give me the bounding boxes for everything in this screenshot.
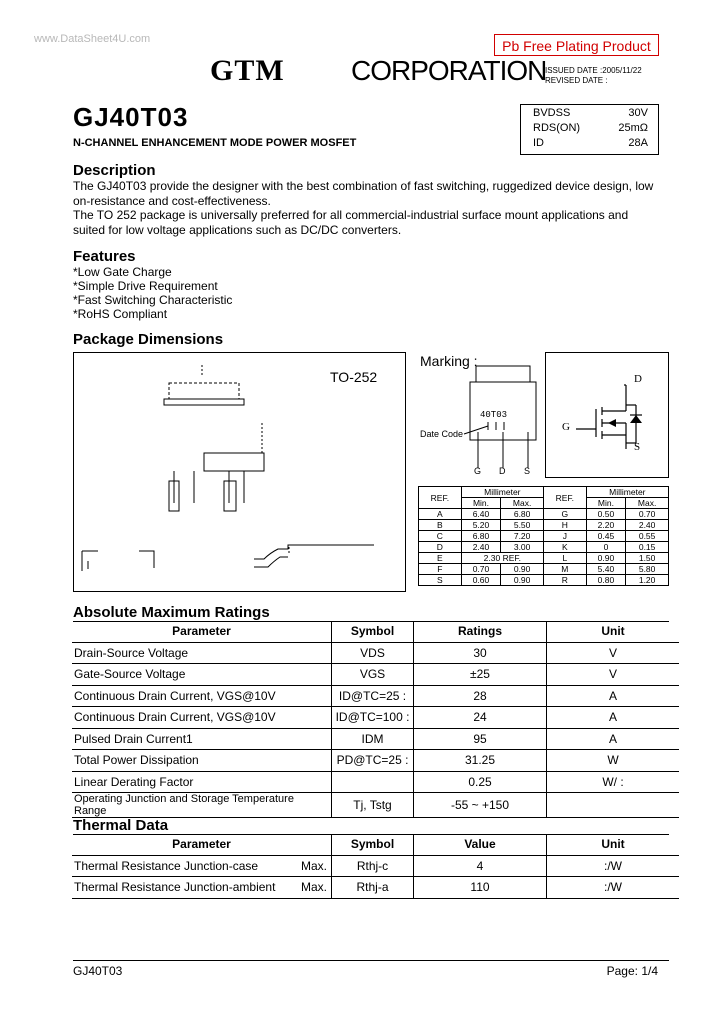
col-unit: Unit bbox=[547, 621, 680, 642]
dim-max: 0.55 bbox=[626, 531, 669, 542]
col-unit: Unit bbox=[547, 834, 680, 855]
issued-date: ISSUED DATE :2005/11/22 bbox=[545, 66, 642, 75]
rating-cell: 0.25 bbox=[414, 771, 547, 793]
parameter-cell: Pulsed Drain Current1 bbox=[72, 728, 332, 750]
col-ratings: Ratings bbox=[414, 621, 547, 642]
dim-row bbox=[419, 553, 669, 564]
dim-ref: S bbox=[419, 575, 462, 586]
features-section bbox=[73, 248, 373, 321]
dim-unit-header: Millimeter bbox=[461, 487, 543, 498]
dim-max: 0.90 bbox=[501, 575, 544, 586]
symbol-gate: G bbox=[562, 421, 570, 433]
watermark: www.DataSheet4U.com bbox=[34, 33, 151, 45]
rating-cell: 30 bbox=[414, 642, 547, 664]
col-parameter: Parameter bbox=[72, 621, 332, 642]
parameter-name: Thermal Resistance Junction-ambient bbox=[74, 880, 276, 895]
spec-row bbox=[521, 135, 658, 150]
rating-cell: -55 ~ +150 bbox=[414, 793, 547, 818]
description-p1: The GJ40T03 provide the designer with the best combination of fast switching, ruggedized device design, low on-resistance and cost-effectiveness. bbox=[73, 179, 654, 208]
footer-part-number: GJ40T03 bbox=[73, 964, 123, 978]
dim-max: 2.40 bbox=[626, 520, 669, 531]
dim-ref: D bbox=[419, 542, 462, 553]
dim-max-header: Max. bbox=[501, 498, 544, 509]
rating-cell: 31.25 bbox=[414, 750, 547, 772]
date-code-label: Date Code bbox=[420, 429, 464, 439]
feature-item: *Simple Drive Requirement bbox=[73, 279, 218, 293]
mosfet-symbol bbox=[545, 352, 669, 478]
abs-max-row bbox=[72, 664, 679, 686]
dim-ref: M bbox=[543, 564, 586, 575]
symbol-cell: PD@TC=25 : bbox=[332, 750, 414, 772]
dim-min: 5.40 bbox=[586, 564, 626, 575]
spec-value: 30V bbox=[628, 107, 648, 119]
dim-max: 7.20 bbox=[501, 531, 544, 542]
col-symbol: Symbol bbox=[332, 834, 414, 855]
spec-name: ID bbox=[533, 137, 544, 149]
abs-max-row bbox=[72, 793, 679, 818]
description-heading: Description bbox=[73, 162, 156, 179]
spec-name: RDS(ON) bbox=[533, 122, 581, 134]
unit-cell: A bbox=[547, 707, 680, 729]
dim-min: 6.40 bbox=[461, 509, 501, 520]
dim-row bbox=[419, 520, 669, 531]
revised-date: REVISED DATE : bbox=[545, 76, 608, 85]
col-symbol: Symbol bbox=[332, 621, 414, 642]
unit-cell bbox=[547, 793, 680, 818]
dim-min-header: Min. bbox=[461, 498, 501, 509]
package-heading: Package Dimensions bbox=[73, 331, 224, 348]
dim-min: 2.20 bbox=[586, 520, 626, 531]
dim-row bbox=[419, 531, 669, 542]
dim-max-header: Max. bbox=[626, 498, 669, 509]
symbol-drain: D bbox=[634, 373, 642, 385]
brand-logo: GTM bbox=[210, 54, 285, 87]
dim-ref: E bbox=[419, 553, 462, 564]
unit-cell: A bbox=[547, 728, 680, 750]
dim-max: 0.15 bbox=[626, 542, 669, 553]
spec-name: BVDSS bbox=[533, 107, 571, 119]
dim-min: 0.60 bbox=[461, 575, 501, 586]
dim-min: 5.20 bbox=[461, 520, 501, 531]
marking-box bbox=[418, 352, 545, 478]
thermal-header-row bbox=[72, 834, 679, 855]
unit-cell: :/W bbox=[547, 855, 680, 877]
spec-row bbox=[521, 105, 658, 120]
parameter-cell bbox=[72, 855, 332, 877]
abs-max-row bbox=[72, 771, 679, 793]
dim-min: 6.80 bbox=[461, 531, 501, 542]
package-drawing bbox=[73, 352, 406, 592]
issue-dates bbox=[545, 66, 642, 86]
rating-cell: 28 bbox=[414, 685, 547, 707]
pin-label-d: D bbox=[499, 466, 506, 476]
dim-max: 1.20 bbox=[626, 575, 669, 586]
spec-row bbox=[521, 120, 658, 135]
parameter-cell: Linear Derating Factor bbox=[72, 771, 332, 793]
max-label: Max. bbox=[300, 858, 327, 873]
package-outline-drawing bbox=[74, 353, 405, 591]
spec-value: 28A bbox=[628, 137, 648, 149]
features-heading: Features bbox=[73, 248, 136, 265]
dim-min: 0.90 bbox=[586, 553, 626, 564]
dim-min: 0.70 bbox=[461, 564, 501, 575]
unit-cell: A bbox=[547, 685, 680, 707]
parameter-cell: Continuous Drain Current, VGS@10V bbox=[72, 685, 332, 707]
symbol-cell: ID@TC=100 : bbox=[332, 707, 414, 729]
dim-unit-header: Millimeter bbox=[586, 487, 668, 498]
symbol-cell: Tj, Tstg bbox=[332, 793, 414, 818]
part-subtitle: N-CHANNEL ENHANCEMENT MODE POWER MOSFET bbox=[73, 137, 357, 149]
dim-ref: K bbox=[543, 542, 586, 553]
dim-ref-value: 2.30 REF. bbox=[461, 553, 543, 564]
parameter-cell: Total Power Dissipation bbox=[72, 750, 332, 772]
parameter-cell: Drain-Source Voltage bbox=[72, 642, 332, 664]
col-value: Value bbox=[414, 834, 547, 855]
dim-row bbox=[419, 575, 669, 586]
parameter-cell: Continuous Drain Current, VGS@10V bbox=[72, 707, 332, 729]
dim-min: 0.50 bbox=[586, 509, 626, 520]
unit-cell: W bbox=[547, 750, 680, 772]
description-section bbox=[73, 162, 663, 237]
dim-ref: G bbox=[543, 509, 586, 520]
thermal-row bbox=[72, 877, 679, 899]
abs-max-row bbox=[72, 728, 679, 750]
unit-cell: :/W bbox=[547, 877, 680, 899]
dim-ref: C bbox=[419, 531, 462, 542]
symbol-cell: Rthj-c bbox=[332, 855, 414, 877]
parameter-name: Thermal Resistance Junction-case bbox=[74, 858, 259, 873]
dim-ref: F bbox=[419, 564, 462, 575]
pb-free-badge: Pb Free Plating Product bbox=[494, 34, 659, 56]
rating-cell: ±25 bbox=[414, 664, 547, 686]
abs-max-row bbox=[72, 750, 679, 772]
footer-rule bbox=[73, 960, 669, 961]
symbol-cell bbox=[332, 771, 414, 793]
abs-max-rows bbox=[72, 642, 679, 818]
symbol-source: S bbox=[634, 441, 641, 453]
footer-page-number: Page: 1/4 bbox=[606, 964, 658, 978]
feature-item: *Fast Switching Characteristic bbox=[73, 293, 233, 307]
feature-item: *RoHS Compliant bbox=[73, 307, 168, 321]
feature-item: *Low Gate Charge bbox=[73, 265, 172, 279]
parameter-cell: Operating Junction and Storage Temperature Range bbox=[72, 793, 332, 818]
dim-max: 5.50 bbox=[501, 520, 544, 531]
max-label: Max. bbox=[300, 880, 327, 895]
rating-cell: 95 bbox=[414, 728, 547, 750]
dim-min: 0.80 bbox=[586, 575, 626, 586]
dim-ref-header: REF. bbox=[543, 487, 586, 509]
pin-label-g: G bbox=[474, 466, 482, 476]
abs-max-header-row bbox=[72, 621, 679, 642]
marking-code: 40T03 bbox=[480, 410, 508, 420]
dim-ref: B bbox=[419, 520, 462, 531]
abs-max-row bbox=[72, 685, 679, 707]
abs-max-table bbox=[72, 621, 679, 818]
symbol-cell: VGS bbox=[332, 664, 414, 686]
dim-max: 0.70 bbox=[626, 509, 669, 520]
package-type-label: TO-252 bbox=[330, 369, 378, 385]
dim-row bbox=[419, 509, 669, 520]
parameter-cell: Gate-Source Voltage bbox=[72, 664, 332, 686]
dim-row bbox=[419, 564, 669, 575]
symbol-cell: VDS bbox=[332, 642, 414, 664]
abs-max-row bbox=[72, 642, 679, 664]
unit-cell: W/ : bbox=[547, 771, 680, 793]
dim-max: 1.50 bbox=[626, 553, 669, 564]
rating-cell: 24 bbox=[414, 707, 547, 729]
col-parameter: Parameter bbox=[72, 834, 332, 855]
dim-max: 3.00 bbox=[501, 542, 544, 553]
mosfet-schematic bbox=[546, 353, 668, 477]
abs-max-row bbox=[72, 707, 679, 729]
dim-ref: A bbox=[419, 509, 462, 520]
pin-label-s: S bbox=[524, 466, 531, 476]
dim-ref-header: REF. bbox=[419, 487, 462, 509]
value-cell: 110 bbox=[414, 877, 547, 899]
key-spec-box bbox=[520, 104, 659, 155]
dim-max: 0.90 bbox=[501, 564, 544, 575]
description-p2: The TO 252 package is universally preferred for all commercial-industrial surface mount applications and suited for low voltage applications such as DC/DC converters. bbox=[73, 208, 629, 237]
dimension-table bbox=[418, 486, 669, 586]
dim-min-header: Min. bbox=[586, 498, 626, 509]
unit-cell: V bbox=[547, 642, 680, 664]
value-cell: 4 bbox=[414, 855, 547, 877]
dim-max: 6.80 bbox=[501, 509, 544, 520]
thermal-table bbox=[72, 834, 679, 899]
symbol-cell: ID@TC=25 : bbox=[332, 685, 414, 707]
marking-label: Marking : bbox=[420, 353, 478, 369]
part-number: GJ40T03 bbox=[73, 102, 189, 132]
dim-ref: H bbox=[543, 520, 586, 531]
dim-min: 0 bbox=[586, 542, 626, 553]
dim-row bbox=[419, 542, 669, 553]
dim-ref: L bbox=[543, 553, 586, 564]
corporation-text: CORPORATION bbox=[351, 55, 547, 86]
dim-ref: J bbox=[543, 531, 586, 542]
dimension-rows bbox=[419, 509, 669, 586]
thermal-rows bbox=[72, 855, 679, 898]
spec-value: 25mΩ bbox=[618, 122, 648, 134]
thermal-row bbox=[72, 855, 679, 877]
abs-max-heading: Absolute Maximum Ratings bbox=[73, 604, 270, 621]
dim-ref: R bbox=[543, 575, 586, 586]
symbol-cell: IDM bbox=[332, 728, 414, 750]
dim-min: 2.40 bbox=[461, 542, 501, 553]
symbol-cell: Rthj-a bbox=[332, 877, 414, 899]
parameter-cell bbox=[72, 877, 332, 899]
unit-cell: V bbox=[547, 664, 680, 686]
dim-min: 0.45 bbox=[586, 531, 626, 542]
dim-max: 5.80 bbox=[626, 564, 669, 575]
thermal-heading: Thermal Data bbox=[73, 817, 169, 834]
